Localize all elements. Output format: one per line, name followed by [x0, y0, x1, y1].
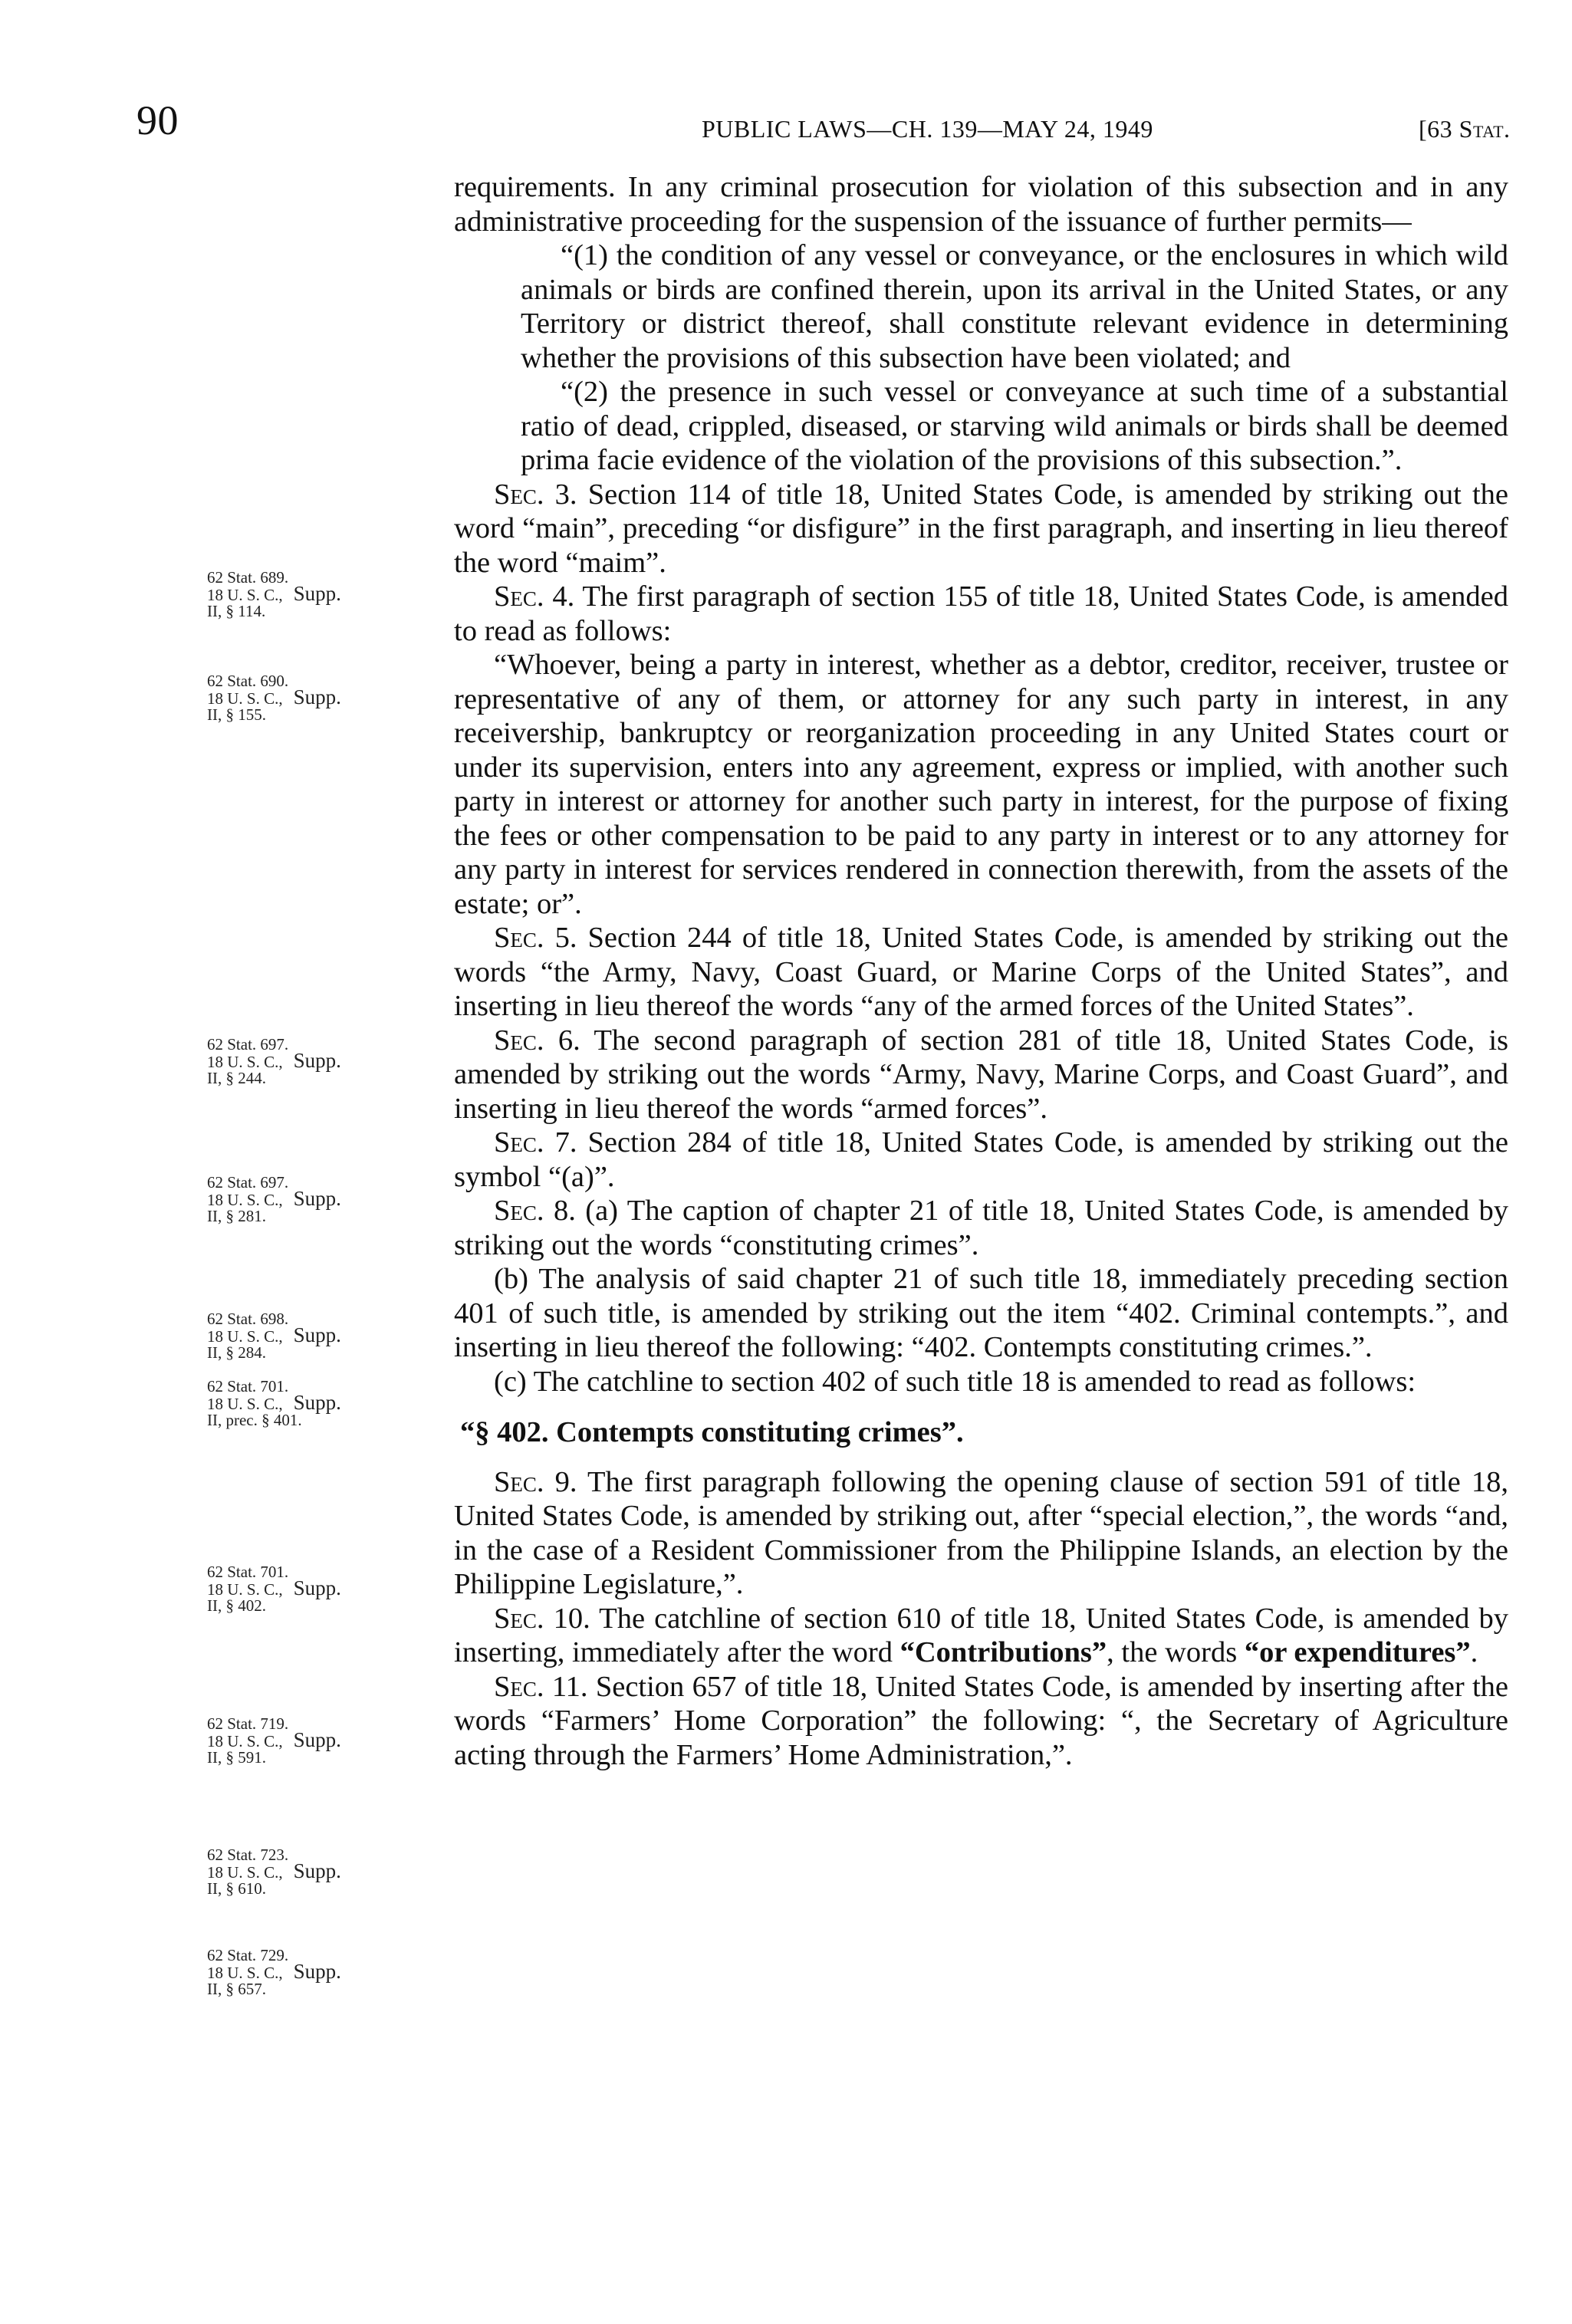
- section-8-b: (b) The analysis of said chapter 21 of such title 18, immediately preceding section 401 of such title, is amended by striking out the item “402. Criminal contempts.”, and inserting in lieu thereof the following: “402. Contempts constituting crimes.”.: [454, 1263, 1508, 1363]
- section-9: [454, 1465, 1508, 1602]
- section-text: Section 114 of title 18, United States Code, is amended by striking out the word “main”, preceding “or disfigure” in the first paragraph, and inserting in lieu thereof the word “maim”.: [454, 478, 1509, 579]
- margin-note-supp: Supp.: [293, 582, 341, 605]
- margin-note-supp: Supp.: [293, 1728, 341, 1751]
- margin-note-usc: [207, 1187, 445, 1210]
- margin-note-stat: 62 Stat. 723.: [207, 1846, 289, 1864]
- statute-reference-text: [63 Stat.: [1419, 115, 1511, 143]
- margin-note-section: II, § 591.: [207, 1748, 266, 1767]
- margin-note-supp: Supp.: [293, 1323, 341, 1346]
- body-text: [454, 170, 1508, 1772]
- section-label: Sec. 3.: [494, 478, 577, 511]
- margin-note-stat: 62 Stat. 698.: [207, 1310, 289, 1328]
- margin-note-supp: Supp.: [293, 1576, 341, 1599]
- section-7: [454, 1126, 1508, 1194]
- margin-note-supp: Supp.: [293, 685, 341, 708]
- margin-note-stat: 62 Stat. 697.: [207, 1173, 289, 1192]
- margin-note-usc: [207, 1049, 445, 1072]
- margin-note-section: II, § 610.: [207, 1879, 266, 1898]
- section-6: [454, 1024, 1508, 1126]
- margin-note-stat: 62 Stat. 701.: [207, 1563, 289, 1581]
- margin-note-usc: [207, 1859, 445, 1882]
- section-label: Sec. 10.: [494, 1602, 590, 1635]
- margin-note: [207, 1847, 445, 1897]
- section-label: Sec. 9.: [494, 1465, 577, 1498]
- margin-note-usc-text: 18 U. S. C.,: [207, 1191, 283, 1209]
- margin-note-usc-text: 18 U. S. C.,: [207, 1580, 283, 1599]
- section-text: The first paragraph following the opening clause of section 591 of title 18, United States Code, is amended by striking out, after “special election,”, the words “and, in the case of a Resident Commissioner from the Philippine Islands, an election by the Philippine Legislature,”.: [454, 1465, 1508, 1600]
- margin-note-section: II, § 402.: [207, 1596, 266, 1615]
- section-text: Section 284 of title 18, United States Code, is amended by striking out the symbol “(a)”.: [454, 1126, 1509, 1193]
- section-402-heading: “§ 402. Contempts constituting crimes”.: [460, 1416, 964, 1448]
- margin-note-usc-text: 18 U. S. C.,: [207, 689, 283, 708]
- section-label: Sec. 6.: [494, 1024, 580, 1057]
- margin-note-stat: 62 Stat. 729.: [207, 1946, 289, 1964]
- section-text: (a) The caption of chapter 21 of title 18, United States Code, is amended by striking out the words “constituting crimes”.: [454, 1195, 1509, 1261]
- margin-note-section: II, § 281.: [207, 1207, 266, 1225]
- margin-note-usc: [207, 1391, 445, 1414]
- section-text: Section 244 of title 18, United States Code, is amended by striking out the words “the Army, Navy, Coast Guard, or Marine Corps of the United States”, and inserting in lieu thereof the words “any of the armed forces of the United States”.: [454, 922, 1509, 1022]
- section-label: Sec. 11.: [494, 1670, 588, 1703]
- section-text: The catchline of section 610 of title 18, United States Code, is amended by inserting, immediately after the word: [454, 1602, 1508, 1668]
- margin-note-section: II, § 284.: [207, 1343, 266, 1362]
- section-label: Sec. 5.: [494, 922, 577, 954]
- section-8-c: (c) The catchline to section 402 of such title 18 is amended to read as follows:: [494, 1365, 1416, 1398]
- margin-note-usc: [207, 1728, 445, 1751]
- bold-term: “or expenditures”: [1244, 1636, 1471, 1668]
- margin-note: [207, 673, 445, 723]
- section-4-quote: “Whoever, being a party in interest, whether as a debtor, creditor, receiver, trustee or representative of any of them, or attorney for any such party in interest, in any receivership, bankruptcy or reorganization proceeding in any United States court or under its supervision, enters into any agreement, express or implied, with another such party in interest or attorney for another such party in interest, for the purpose of fixing the fees or other compensation to be paid to any party in interest or to any attorney for any party in interest for services rendered in connection therewith, from the assets of the estate; or”.: [454, 649, 1508, 920]
- running-head: PUBLIC LAWS—CH. 139—MAY 24, 1949: [702, 115, 1153, 143]
- margin-note-section: II, prec. § 401.: [207, 1411, 302, 1429]
- margin-note-stat: 62 Stat. 689.: [207, 568, 289, 587]
- margin-note-usc-text: 18 U. S. C.,: [207, 586, 283, 604]
- margin-note-usc: [207, 685, 445, 708]
- margin-note: [207, 1037, 445, 1086]
- section-text: , the words: [1107, 1636, 1245, 1668]
- margin-note-supp: Supp.: [293, 1049, 341, 1072]
- paragraph-intro: requirements. In any criminal prosecution for violation of this subsection and in any administrative proceeding for the suspension of the issuance of further permits—: [454, 171, 1508, 238]
- section-8: [454, 1194, 1508, 1262]
- paragraph-item-2: “(2) the presence in such vessel or conveyance at such time of a substantial ratio of dead, crippled, diseased, or starving wild animals or birds shall be deemed prima facie evidence of the violation of the provisions of this subsection.”.: [521, 376, 1508, 476]
- margin-note-section: II, § 114.: [207, 602, 266, 620]
- margin-note-usc: [207, 1576, 445, 1599]
- margin-note-stat: 62 Stat. 719.: [207, 1714, 289, 1733]
- margin-note-usc: [207, 582, 445, 605]
- margin-note-usc-text: 18 U. S. C.,: [207, 1053, 283, 1071]
- margin-note-stat: 62 Stat. 690.: [207, 672, 289, 690]
- margin-note-section: II, § 657.: [207, 1980, 266, 1998]
- margin-note-supp: Supp.: [293, 1391, 341, 1414]
- section-label: Sec. 4.: [494, 580, 575, 613]
- statute-reference: [1419, 115, 1511, 143]
- margin-note-stat: 62 Stat. 697.: [207, 1035, 289, 1054]
- margin-note-usc-text: 18 U. S. C.,: [207, 1863, 283, 1882]
- margin-note-stat: 62 Stat. 701.: [207, 1377, 289, 1395]
- margin-note-usc: [207, 1323, 445, 1346]
- section-label: Sec. 8.: [494, 1195, 576, 1227]
- section-10: [454, 1602, 1508, 1670]
- margin-note: [207, 1379, 445, 1428]
- margin-note-supp: Supp.: [293, 1960, 341, 1983]
- section-text: The second paragraph of section 281 of title 18, United States Code, is amended by striking out the words “Army, Navy, Marine Corps, and Coast Guard”, and inserting in lieu thereof the words “armed forces”.: [454, 1024, 1509, 1125]
- paragraph-item-1: “(1) the condition of any vessel or conveyance, or the enclosures in which wild animals or birds are confined therein, upon its arrival in the United States, or any Territory or district thereof, shall constitute relevant evidence in determining whether the provisions of this subsection have been violated; and: [521, 239, 1508, 374]
- page-number: 90: [136, 97, 179, 143]
- section-4: [454, 580, 1508, 648]
- margin-note: [207, 1564, 445, 1614]
- section-text: The first paragraph of section 155 of title 18, United States Code, is amended to read as follows:: [454, 580, 1508, 647]
- margin-note-usc-text: 18 U. S. C.,: [207, 1732, 283, 1750]
- margin-note: [207, 1175, 445, 1224]
- margin-note-supp: Supp.: [293, 1859, 341, 1882]
- section-text: Section 657 of title 18, United States Code, is amended by inserting after the words “Farmers’ Home Corporation” the following: “, the Secretary of Agriculture acting through the Farmers’ Home Administration,”.: [454, 1670, 1508, 1771]
- section-label: Sec. 7.: [494, 1126, 577, 1159]
- margin-note-usc-text: 18 U. S. C.,: [207, 1964, 283, 1982]
- margin-note-usc: [207, 1960, 445, 1983]
- section-text: .: [1470, 1636, 1478, 1668]
- margin-note-section: II, § 155.: [207, 705, 266, 724]
- margin-note: [207, 570, 445, 620]
- section-5: [454, 921, 1508, 1024]
- margin-note-usc-text: 18 U. S. C.,: [207, 1327, 283, 1346]
- margin-note: [207, 1716, 445, 1766]
- section-11: [454, 1670, 1508, 1773]
- bold-term: “Contributions”: [899, 1636, 1107, 1668]
- margin-note: [207, 1948, 445, 1997]
- section-3: [454, 478, 1508, 580]
- margin-note-usc-text: 18 U. S. C.,: [207, 1395, 283, 1413]
- margin-note: [207, 1311, 445, 1361]
- margin-note-section: II, § 244.: [207, 1069, 266, 1087]
- margin-note-supp: Supp.: [293, 1187, 341, 1210]
